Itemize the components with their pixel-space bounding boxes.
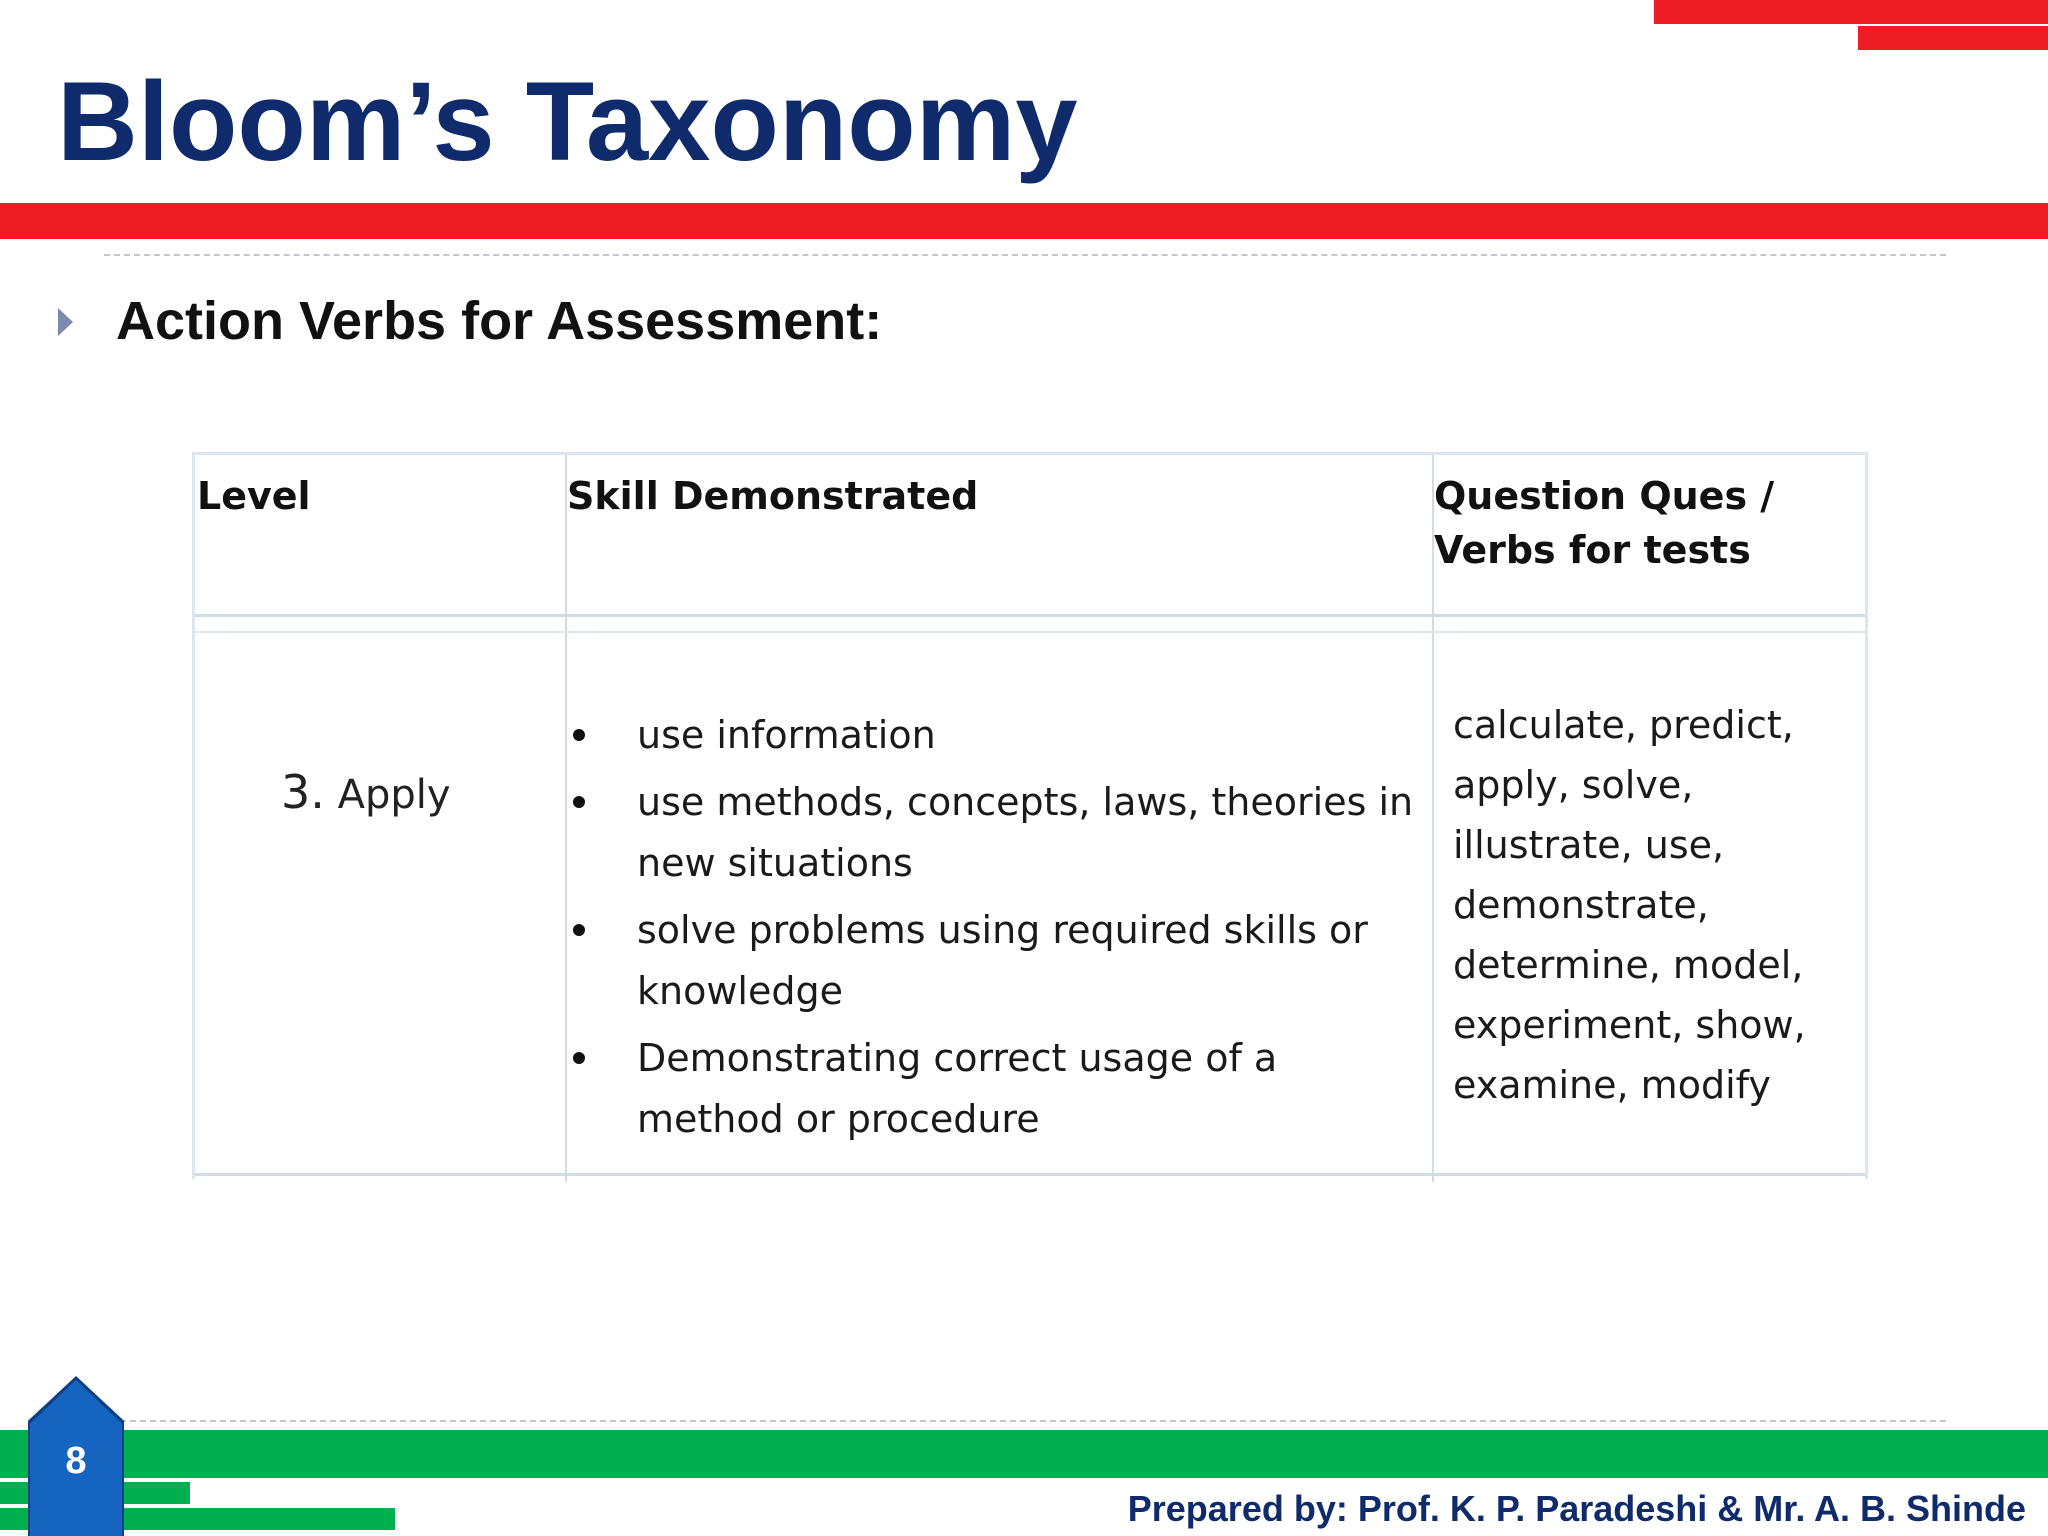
header-verbs: Question Ques / Verbs for tests — [1434, 474, 1775, 572]
bullet-dot-icon — [573, 796, 585, 808]
table-bottom-border — [195, 1173, 1865, 1176]
top-dashed-divider — [104, 254, 1946, 256]
credits-text: Prepared by: Prof. K. P. Paradeshi & Mr. A. B. Shinde — [1127, 1488, 2026, 1529]
list-item — [567, 772, 1427, 894]
bullet-dot-icon — [573, 729, 585, 741]
top-accent-bar — [1654, 0, 2048, 24]
top-accent-bar-short — [1858, 26, 2048, 50]
triangle-bullet-icon — [58, 308, 73, 336]
action-verbs-table — [192, 452, 1868, 1179]
level-name: Apply — [337, 772, 451, 818]
bullet-dot-icon — [573, 1052, 585, 1064]
header-skill: Skill Demonstrated — [567, 474, 979, 518]
list-item — [567, 1028, 1427, 1150]
skills-list — [567, 705, 1427, 1156]
table-header-divider — [195, 614, 1865, 617]
list-item — [567, 705, 1427, 766]
table-header-divider — [195, 631, 1865, 633]
slide-title: Bloom’s Taxonomy — [57, 59, 1078, 184]
level-number: 3. — [281, 765, 325, 819]
skill-text: use information — [637, 713, 936, 757]
bottom-dashed-divider — [120, 1420, 1946, 1422]
header-level: Level — [197, 474, 311, 518]
title-underline-bar — [0, 203, 2048, 239]
bullet-dot-icon — [573, 924, 585, 936]
list-item — [567, 900, 1427, 1022]
slide-subtitle: Action Verbs for Assessment: — [116, 291, 883, 351]
skill-text: use methods, concepts, laws, theories in new situations — [637, 780, 1414, 885]
level-cell — [281, 765, 451, 819]
skill-text: Demonstrating correct usage of a method or procedure — [637, 1036, 1278, 1141]
page-number: 8 — [65, 1440, 87, 1482]
footer-green-bar — [0, 1430, 2048, 1478]
verbs-cell: calculate, predict, apply, solve, illustrate, use, demonstrate, determine, model, experiment, show, examine, modify — [1453, 703, 1806, 1107]
skill-text: solve problems using required skills or knowledge — [637, 908, 1368, 1013]
